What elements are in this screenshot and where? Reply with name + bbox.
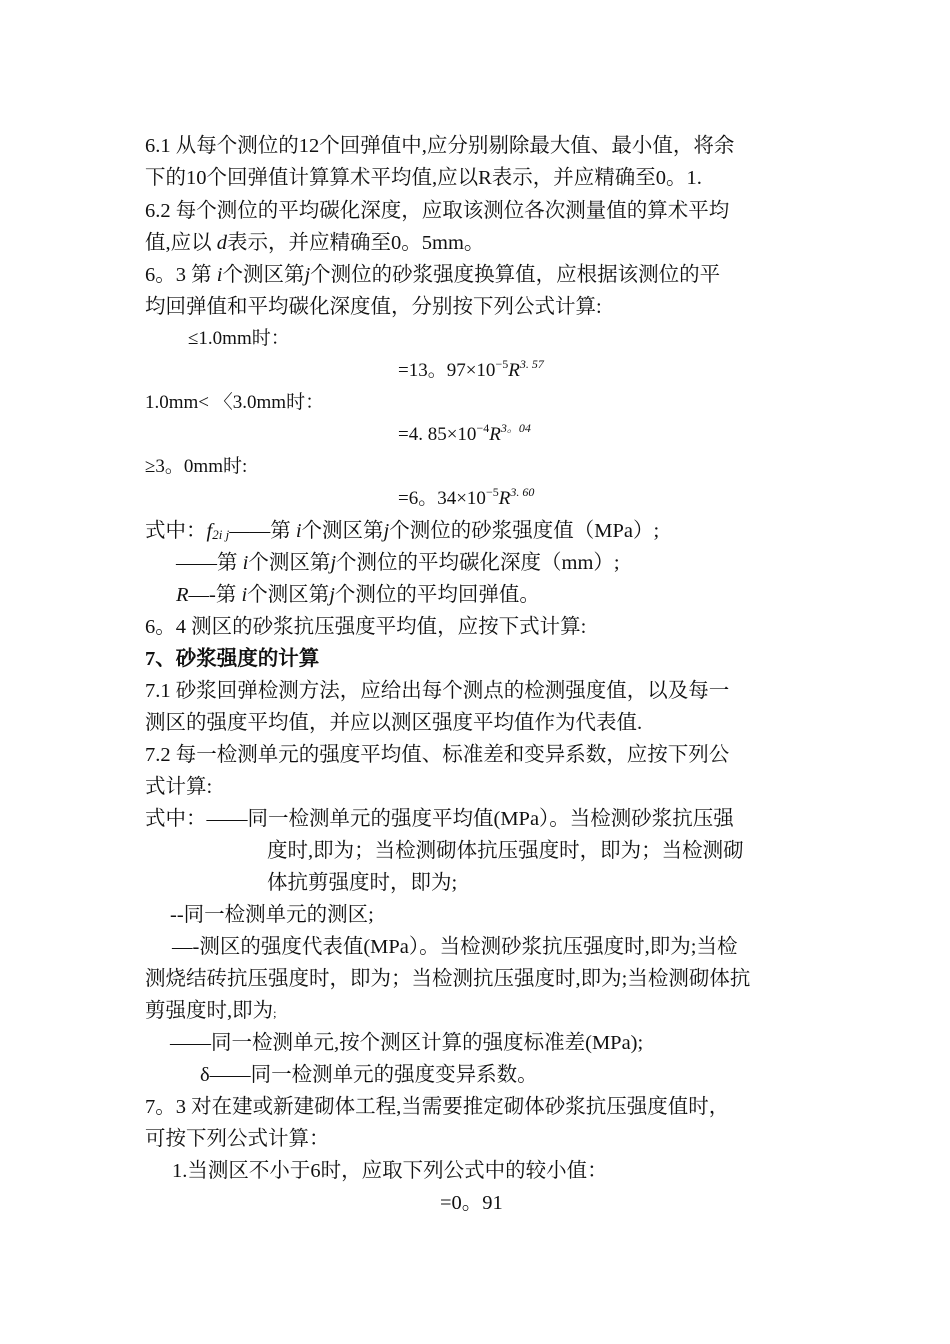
text-run: 个测区第	[247, 584, 330, 606]
para-6-2-line1: 6.2 每个测位的平均碳化深度，应取该测位各次测量值的算术平均	[145, 200, 730, 222]
text-run: 个测区第	[301, 520, 384, 542]
formula-7-3: =0。91	[440, 1192, 503, 1214]
para-6-4: 6。4 测区的砂浆抗压强度平均值，应按下式计算:	[145, 616, 587, 638]
symbol-j: j	[304, 264, 311, 286]
text-run: 个测位的砂浆强度换算值，应根据该测位的平	[310, 264, 721, 286]
condition-3: ≥3。0mm时:	[145, 456, 248, 477]
text-run: 表示，并应精确至0。5mm。	[227, 232, 485, 254]
para-7-3-line1: 7。3 对在建或新建砌体工程,当需要推定砌体砂浆抗压强度值时，	[145, 1096, 730, 1118]
subscript: 2i j	[212, 527, 230, 542]
symbol-R: R	[498, 488, 511, 509]
text-run: 个测区第	[222, 264, 305, 286]
exponent: −5	[495, 357, 509, 371]
symbol-R: R	[176, 584, 189, 606]
text-run: 个测位的平均回弹值。	[334, 584, 540, 606]
para-7-2-line2: 式计算:	[145, 776, 213, 798]
where-7-2-line1: 式中：——同一检测单元的强度平均值(MPa）。当检测砂浆抗压强	[145, 808, 734, 830]
where-line1	[145, 515, 659, 549]
text-run: 值,应以	[145, 232, 217, 254]
text-run: ——第	[176, 552, 243, 574]
exponent: 3。04	[500, 421, 531, 435]
where-7-2-line8: ——同一检测单元,按个测区计算的强度标准差(MPa);	[170, 1032, 644, 1054]
where-7-2-line7	[145, 995, 276, 1029]
para-6-2-line2	[145, 227, 484, 259]
where-line2	[176, 547, 620, 579]
where-7-2-line4: --同一检测单元的测区;	[170, 904, 374, 926]
where-7-2-line5: —-测区的强度代表值(MPa）。当检测砂浆抗压强度时,即为;当检	[172, 936, 738, 958]
symbol-R: R	[489, 424, 501, 445]
text-run: 个测区第	[248, 552, 331, 574]
formula-1	[398, 355, 544, 388]
text-run: ——第	[229, 520, 296, 542]
symbol-j: j	[330, 552, 337, 574]
symbol-d: d	[216, 232, 227, 254]
text-run: —-第	[188, 584, 242, 606]
exponent: −4	[476, 421, 490, 435]
text-run: ;	[273, 1006, 277, 1020]
where-7-2-line3: 体抗剪强度时，即为;	[267, 872, 458, 894]
exponent: 3. 60	[510, 485, 535, 499]
formula-3	[398, 483, 534, 516]
symbol-f: f	[206, 520, 213, 542]
exponent: 3. 57	[519, 357, 544, 371]
symbol-j: j	[329, 584, 335, 606]
para-7-3-item1: 1.当测区不小于6时，应取下列公式中的较小值：	[172, 1160, 608, 1182]
symbol-R: R	[508, 360, 520, 381]
where-line3	[176, 579, 540, 611]
exponent: −5	[485, 485, 499, 499]
para-7-1-line2: 测区的强度平均值，并应以测区强度平均值作为代表值.	[145, 712, 643, 734]
text-run: =6。34×10	[398, 488, 486, 509]
text-run: 式中：	[145, 520, 207, 542]
symbol-j: j	[383, 520, 390, 542]
condition-1: ≤1.0mm时：	[188, 328, 290, 349]
symbol-i: i	[241, 584, 248, 606]
symbol-i: i	[295, 520, 302, 542]
text-run: 个测位的砂浆强度值（MPa）;	[389, 520, 660, 542]
text-run: =4. 85×10	[398, 424, 477, 445]
para-6-1-line1: 6.1 从每个测位的12个回弹值中,应分别剔除最大值、最小值，将余	[145, 135, 735, 157]
para-6-3-line1	[145, 259, 720, 291]
section-heading-7: 7、砂浆强度的计算	[145, 648, 320, 670]
text-run: =13。97×10	[398, 360, 496, 381]
formula-2	[398, 419, 531, 452]
symbol-i: i	[242, 552, 249, 574]
para-7-3-line2: 可按下列公式计算：	[145, 1128, 330, 1150]
condition-2: 1.0mm< 〈3.0mm时：	[145, 392, 325, 413]
symbol-i: i	[216, 264, 223, 286]
para-7-2-line1: 7.2 每一检测单元的强度平均值、标准差和变异系数，应按下列公	[145, 744, 730, 766]
where-7-2-line2: 度时,即为；当检测砌体抗压强度时，即为；当检测砌	[267, 840, 744, 862]
text-run: 剪强度时,即为	[145, 1000, 274, 1022]
where-7-2-line6: 测烧结砖抗压强度时，即为；当检测抗压强度时,即为;当检测砌体抗	[145, 968, 751, 990]
para-6-1-line2: 下的10个回弹值计算算术平均值,应以R表示，并应精确至0。1.	[145, 167, 702, 189]
text-run: 6。3 第	[145, 264, 217, 286]
where-7-2-line9: δ——同一检测单元的强度变异系数。	[200, 1064, 538, 1086]
para-7-1-line1: 7.1 砂浆回弹检测方法，应给出每个测点的检测强度值，以及每一	[145, 680, 730, 702]
text-run: 个测位的平均碳化深度（mm）;	[336, 552, 620, 574]
para-6-3-line2: 均回弹值和平均碳化深度值，分别按下列公式计算:	[145, 296, 602, 318]
